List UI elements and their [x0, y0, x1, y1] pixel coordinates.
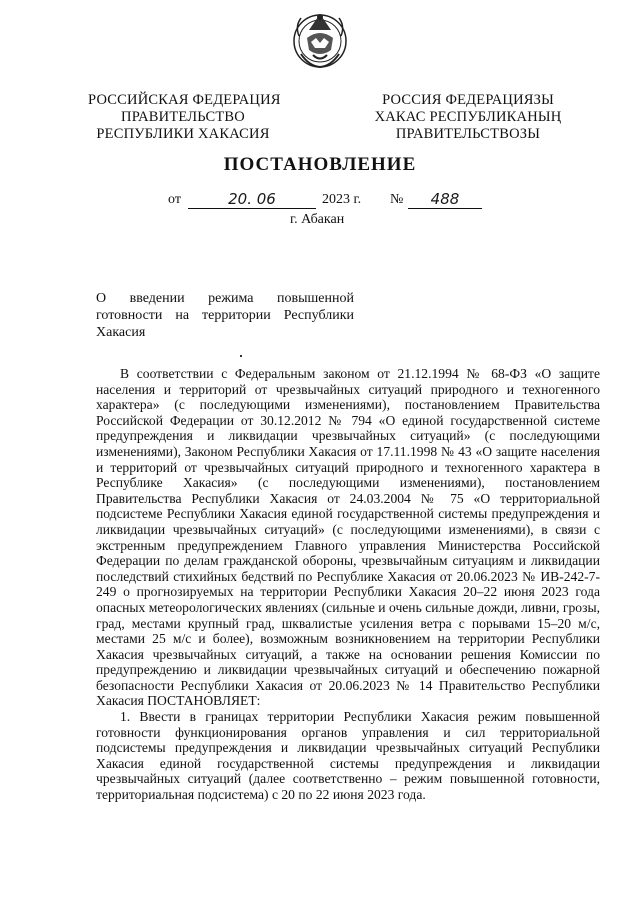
date-prefix: от [168, 192, 181, 207]
header-right-block [368, 92, 568, 143]
number-handwritten: 488 [408, 192, 482, 209]
document-title: ПОСТАНОВЛЕНИЕ [223, 154, 417, 175]
body-paragraph: 1. Ввести в границах территории Республики Хакасия режим повышенной готовности функционирования органов управления и сил территориальной подсистемы предупреждения и ликвидации чрезвычайных ситуаций Республики Хакасия единой государственной системы предупреждения и ликвидации чрезвычайных ситуаций (далее соответственно – режим повышенной готовности, территориальная подсистема) с 20 по 22 июня 2023 года. [96, 709, 600, 803]
header-left-line: РЕСПУБЛИКИ ХАКАСИЯ [96, 126, 270, 142]
date-number-line [168, 192, 498, 212]
number-sign: № [390, 192, 404, 207]
header-left-line: РОССИЙСКАЯ ФЕДЕРАЦИЯ [88, 92, 281, 108]
body-paragraph: В соответствии с Федеральным законом от 21.12.1994 № 68-ФЗ «О защите населения и территорий от чрезвычайных ситуаций природного и техногенного характера» (с последующими изменениями), постановлением Правительства Российской Федерации от 30.12.2012 № 794 «О единой государственной системе предупреждения и ликвидации чрезвычайных ситуаций» (с последующими изменениями), Законом Республики Хакасия от 17.11.1998 № 43 «О защите населения и территорий от чрезвычайных ситуаций природного и техногенного характера в Республике Хакасия» (с последующими изменениями), постановлением Правительства Республики Хакасия от 24.03.2004 № 75 «О территориальной подсистеме Республики Хакасия единой государственной системы предупреждения и ликвидации чрезвычайных ситуаций» (с последующими изменениями), в связи с экстренным предупреждением Главного управления Министерства Российской Федерации по делам гражданской обороны, чрезвычайным ситуациям и ликвидации последствий стихийных бедствий по Республике Хакасия от 20.06.2023 № ИВ-242-7-249 о прогнозируемых на территории Республики Хакасия 20–22 июня 2023 года опасных метеорологических явлениях (сильные и очень сильные дожди, ливни, грозы, град, местами крупный град, шквалистые усиления ветра с порывами 15–20 м/с, местами 25 м/с и более), возможным возникновением на территории Республики Хакасия чрезвычайных ситуаций, а также на основании решения Комиссии по предупреждению и ликвидации чрезвычайных ситуаций и обеспечению пожарной безопасности Республики Хакасия от 20.06.2023 № 14 Правительство Республики Хакасия ПОСТАНОВЛЯЕТ: [96, 366, 600, 709]
city-label: г. Абакан [290, 212, 345, 227]
header-left-block [88, 92, 281, 143]
coat-of-arms-emblem-icon [291, 8, 349, 70]
document-subject: О введении режима повышенной готовности на территории Республики Хакасия [96, 291, 354, 340]
header-left-line: ПРАВИТЕЛЬСТВО [121, 109, 245, 125]
document-body [96, 366, 600, 803]
header-right-line: РОССИЯ ФЕДЕРАЦИЯЗЫ [382, 92, 554, 108]
date-handwritten: 20. 06 [188, 192, 316, 209]
scan-speck [240, 355, 242, 357]
date-year: 2023 г. [322, 192, 362, 207]
header-right-line: ХАКАС РЕСПУБЛИКАНЫҢ [374, 109, 562, 125]
header-right-line: ПРАВИТЕЛЬСТВОЗЫ [395, 126, 541, 142]
